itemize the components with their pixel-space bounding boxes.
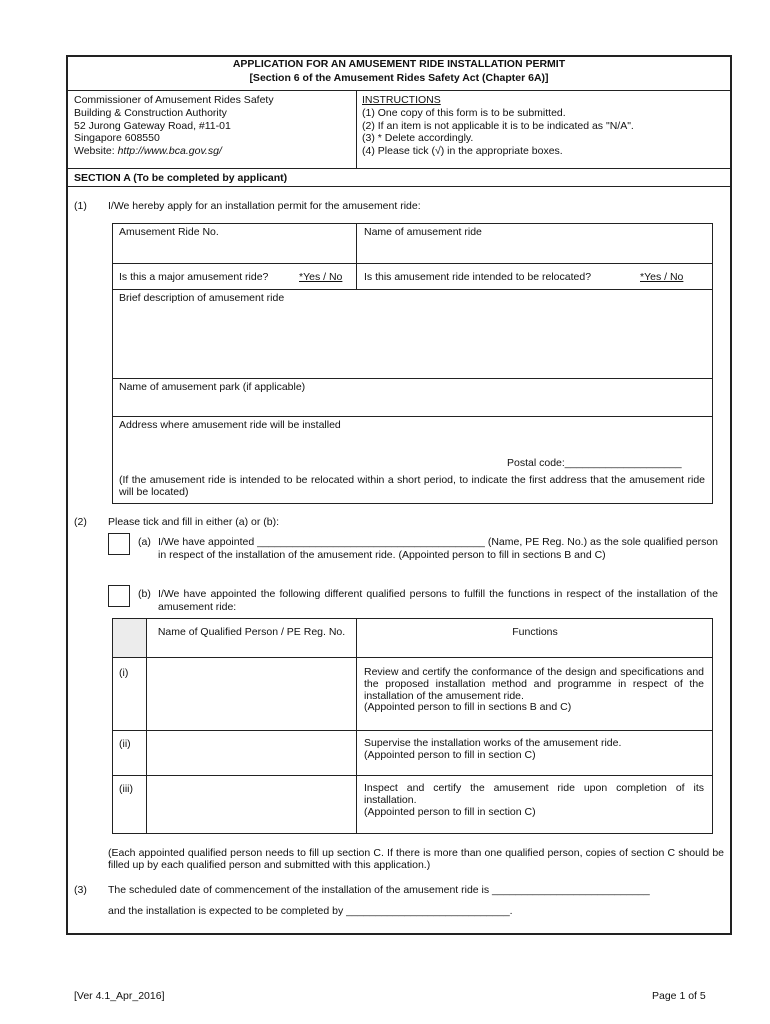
relocate-options[interactable]: *Yes / No	[640, 271, 684, 283]
install-address-label: Address where amusement ride will be installed	[119, 419, 341, 431]
table-col-divider	[356, 618, 357, 834]
row-number: (i)	[119, 667, 129, 679]
q2-text: Please tick and fill in either (a) or (b):	[108, 516, 279, 528]
address-line-2: Building & Construction Authority	[74, 106, 227, 119]
website-line	[74, 145, 274, 158]
instruction-item: (3) * Delete accordingly.	[362, 132, 474, 145]
q1-number: (1)	[74, 200, 87, 212]
row-number: (ii)	[119, 738, 131, 750]
q1-text: I/We hereby apply for an installation permit for the amusement ride:	[108, 200, 421, 212]
address-line-3: 52 Jurong Gateway Road, #11-01	[74, 119, 231, 132]
q3-number: (3)	[74, 884, 87, 896]
table-row-divider	[112, 775, 713, 776]
qp-name-field[interactable]	[149, 660, 353, 728]
header-column-divider	[356, 90, 357, 168]
ride-name-field[interactable]	[360, 238, 710, 260]
function-description: Supervise the installation works of the amusement ride. (Appointed person to fill in section C)	[364, 737, 622, 761]
table-row-divider	[112, 657, 713, 658]
completion-date-field[interactable]: and the installation is expected to be completed by ____________________________.	[108, 905, 513, 917]
qp-name-field[interactable]	[149, 733, 353, 773]
major-ride-options[interactable]: *Yes / No	[299, 271, 343, 283]
table-row-divider	[112, 416, 713, 417]
relocate-label: Is this amusement ride intended to be relocated?	[364, 271, 592, 283]
function-description: Review and certify the conformance of the design and specifications and the proposed installation method and programme in respect of the installation of the amusement ride. (Appointed person to fill in sections B and C)	[364, 666, 704, 714]
install-address-field[interactable]	[115, 433, 710, 453]
ride-name-label: Name of amusement ride	[364, 226, 482, 238]
major-ride-label: Is this a major amusement ride?	[119, 271, 269, 283]
table-row-divider	[112, 730, 713, 731]
header-divider	[66, 90, 732, 91]
postal-code-field[interactable]: Postal code:____________________	[507, 457, 682, 469]
section-a-heading: SECTION A (To be completed by applicant)	[74, 172, 288, 184]
form-subtitle: [Section 6 of the Amusement Rides Safety Act (Chapter 6A)]	[249, 72, 549, 84]
col-header-name: Name of Qualified Person / PE Reg. No.	[157, 626, 346, 638]
relocate-note: (If the amusement ride is intended to be relocated within a short period, to indicate the first address that the amusement ride will be located)	[119, 474, 705, 498]
instruction-item: (2) If an item is not applicable it is to be indicated as "N/A".	[362, 119, 634, 132]
option-b-text: I/We have appointed the following different qualified persons to fulfill the functions in respect of the installation of the amusement ride:	[158, 588, 718, 613]
option-b-letter: (b)	[138, 588, 151, 600]
col-header-functions: Functions	[512, 626, 558, 638]
function-description: Inspect and certify the amusement ride upon completion of its installation. (Appointed person to fill in section C)	[364, 782, 704, 818]
description-label: Brief description of amusement ride	[119, 292, 285, 304]
address-block	[74, 94, 274, 158]
address-line-1: Commissioner of Amusement Rides Safety	[74, 94, 274, 106]
q2-number: (2)	[74, 516, 87, 528]
table-col-divider	[146, 618, 147, 834]
q2-footnote: (Each appointed qualified person needs to fill up section C. If there is more than one qualified person, copies of section C should be filled up by each qualified person and submitted with this application.)	[108, 847, 724, 872]
instructions-heading: INSTRUCTIONS	[362, 94, 441, 106]
instructions-block	[362, 94, 634, 158]
ride-no-label: Amusement Ride No.	[119, 226, 219, 238]
table-corner-cell	[113, 619, 146, 657]
address-line-4: Singapore 608550	[74, 132, 160, 145]
option-a-checkbox[interactable]	[108, 533, 130, 555]
website-link[interactable]: http://www.bca.gov.sg/	[117, 145, 222, 158]
table-row-divider	[112, 263, 713, 264]
ride-no-field[interactable]	[115, 238, 353, 260]
table-row-divider	[112, 378, 713, 379]
version-label: [Ver 4.1_Apr_2016]	[74, 990, 165, 1002]
row-number: (iii)	[119, 783, 133, 795]
section-a-heading-divider	[66, 186, 732, 187]
instruction-item: (4) Please tick (√) in the appropriate boxes.	[362, 145, 563, 158]
park-name-field[interactable]	[115, 395, 710, 414]
commencement-date-field[interactable]: The scheduled date of commencement of the installation of the amusement ride is ___________________________	[108, 884, 650, 896]
table-row-divider	[112, 289, 713, 290]
table-col-divider	[356, 223, 357, 289]
option-a-text: I/We have appointed _______________________________________ (Name, PE Reg. No.) as the sole qualified person in respect of the installation of the amusement ride. (Appointed person to fill in sections B and C)	[158, 536, 718, 561]
qp-name-field[interactable]	[149, 778, 353, 832]
website-label: Website:	[74, 145, 118, 158]
option-a-letter: (a)	[138, 536, 151, 548]
option-b-checkbox[interactable]	[108, 585, 130, 607]
section-a-top-divider	[66, 168, 732, 169]
description-field[interactable]	[115, 306, 710, 376]
page-number: Page 1 of 5	[652, 990, 706, 1002]
park-name-label: Name of amusement park (if applicable)	[119, 381, 306, 393]
form-title: APPLICATION FOR AN AMUSEMENT RIDE INSTALLATION PERMIT	[232, 58, 566, 70]
instruction-item: (1) One copy of this form is to be submitted.	[362, 106, 566, 119]
